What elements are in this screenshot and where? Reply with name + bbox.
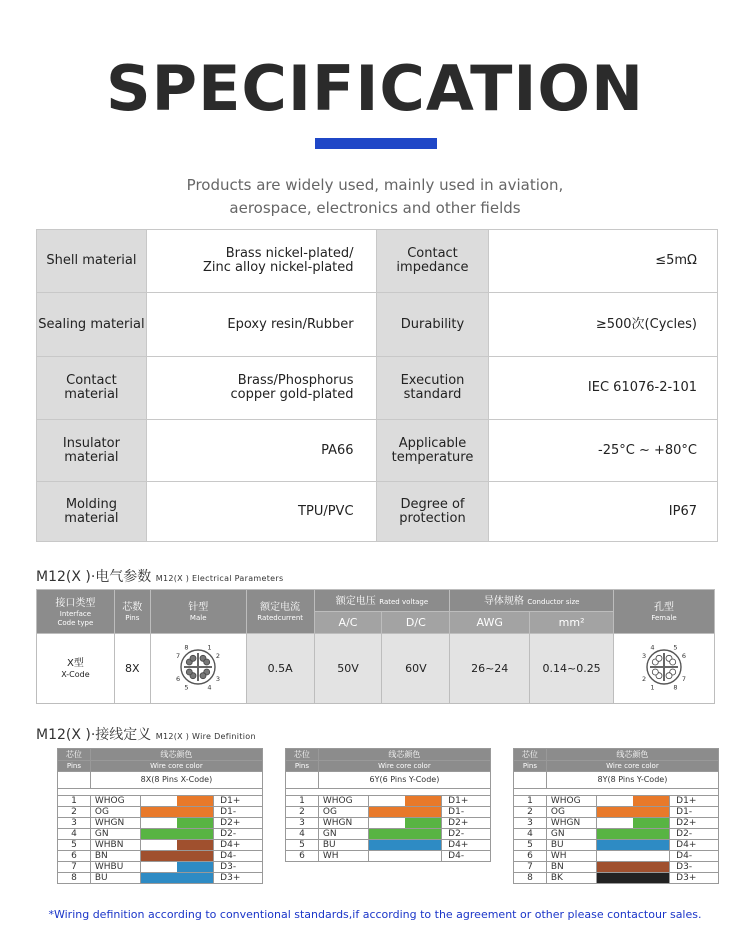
cell-current: 0.5A: [246, 634, 314, 704]
wire-color-swatch: [140, 818, 213, 829]
wire-color-segment: [597, 862, 669, 872]
spec-label: Insulator material: [37, 420, 147, 482]
cell-ac: 50V: [314, 634, 382, 704]
header-interface: 接口类型 Interface Code type: [37, 590, 115, 634]
cell-pins: 8X: [114, 634, 150, 704]
wiring-table: [513, 748, 719, 884]
wire-caption: 8Y(8 Pins Y-Code): [546, 772, 718, 789]
wire-name: WHBU: [90, 862, 140, 873]
wire-signal: D3+: [670, 873, 719, 884]
header-awg: AWG: [450, 612, 530, 634]
spec-label: Sealing material: [37, 293, 147, 357]
spec-value: PA66: [146, 420, 376, 482]
spec-value-2: ≥500次(Cycles): [489, 293, 718, 357]
spec-table: [36, 229, 718, 542]
wire-row: [286, 840, 491, 851]
wire-pin: 5: [514, 840, 547, 851]
wire-pin: 8: [514, 873, 547, 884]
wire-row: [514, 796, 719, 807]
cell-female-diagram: [614, 634, 715, 704]
cell-dc: 60V: [382, 634, 450, 704]
wire-head-color: 线芯颜色: [546, 749, 718, 761]
pin-contact: [204, 659, 210, 665]
wire-color-segment: [177, 840, 213, 850]
cell-male-diagram: [150, 634, 246, 704]
spec-value: Epoxy resin/Rubber: [146, 293, 376, 357]
wire-name: GN: [318, 829, 368, 840]
wire-row: [58, 818, 263, 829]
wire-color-swatch: [140, 862, 213, 873]
wire-signal: D2+: [670, 818, 719, 829]
wire-color-segment: [141, 829, 213, 839]
wire-signal: D2+: [214, 818, 263, 829]
wire-pin: 2: [286, 807, 319, 818]
wire-head-pins: 芯位: [58, 749, 91, 761]
spec-label-2: Durability: [376, 293, 489, 357]
wiring-section-title: [36, 724, 256, 744]
pin-number: 6: [176, 675, 181, 683]
wire-name: BU: [90, 873, 140, 884]
header-male: 针型 Male: [150, 590, 246, 634]
wire-pin: 3: [286, 818, 319, 829]
header-dc: D/C: [382, 612, 450, 634]
wire-color-segment: [597, 818, 633, 828]
wire-row: [58, 829, 263, 840]
pin-number: 7: [176, 652, 181, 660]
pin-contact: [190, 655, 196, 661]
wire-name: GN: [546, 829, 596, 840]
female-pin-diagram: [629, 636, 699, 698]
wire-name: BK: [546, 873, 596, 884]
wire-head-color-en: Wire core color: [546, 761, 718, 772]
pin-number: 7: [681, 675, 686, 683]
wire-color-segment: [141, 862, 177, 872]
footer-note: *Wiring definition according to conventional standards,if according to the agreement or other please contactour sales.: [48, 908, 702, 921]
wire-row: [286, 829, 491, 840]
wire-color-swatch: [140, 840, 213, 851]
wire-name: BN: [90, 851, 140, 862]
wire-name: BU: [318, 840, 368, 851]
wire-pin: 7: [58, 862, 91, 873]
electrical-title-cn: M12(X )·电气参数: [36, 569, 152, 585]
wire-signal: D2-: [442, 829, 491, 840]
wire-signal: D2-: [214, 829, 263, 840]
wire-signal: D2+: [442, 818, 491, 829]
wire-color-swatch: [596, 796, 669, 807]
wire-name: WHOG: [318, 796, 368, 807]
pin-number: 8: [184, 643, 189, 652]
pin-contact: [670, 659, 676, 665]
wire-color-swatch: [140, 873, 213, 884]
wire-row: [58, 796, 263, 807]
wire-name: WHBN: [90, 840, 140, 851]
wire-color-segment: [405, 796, 441, 806]
wiring-table: [285, 748, 491, 862]
wire-color-swatch: [596, 807, 669, 818]
wire-color-segment: [369, 840, 441, 850]
wire-pin: 1: [514, 796, 547, 807]
wire-signal: D1-: [442, 807, 491, 818]
wire-pin: 2: [514, 807, 547, 818]
pin-number: 1: [650, 683, 655, 692]
wire-color-segment: [597, 829, 669, 839]
wire-name: OG: [546, 807, 596, 818]
wire-pin: 5: [58, 840, 91, 851]
cell-type: X型 X-Code: [37, 634, 115, 704]
wire-signal: D4+: [442, 840, 491, 851]
wire-row: [514, 862, 719, 873]
electrical-section-title: [36, 566, 283, 586]
wire-pin: 1: [286, 796, 319, 807]
wire-pin: 4: [286, 829, 319, 840]
wire-signal: D4+: [214, 840, 263, 851]
spec-value-2: IP67: [489, 482, 718, 542]
pin-number: 4: [650, 643, 655, 652]
pin-number: 8: [673, 683, 678, 692]
wire-signal: D4-: [442, 851, 491, 862]
spec-value-2: -25°C ~ +80°C: [489, 420, 718, 482]
wire-color-segment: [369, 818, 405, 828]
spec-row: [37, 357, 718, 420]
wire-color-segment: [141, 873, 213, 883]
wire-color-segment: [369, 796, 405, 806]
wire-row: [58, 862, 263, 873]
wire-color-segment: [369, 829, 441, 839]
pin-contact: [200, 673, 206, 679]
wire-signal: D1+: [214, 796, 263, 807]
wire-color-segment: [369, 851, 441, 861]
wire-name: WHGN: [318, 818, 368, 829]
wire-name: BN: [546, 862, 596, 873]
electrical-table: [36, 589, 715, 704]
wire-pin: 6: [286, 851, 319, 862]
wire-color-segment: [141, 818, 177, 828]
wire-signal: D3-: [670, 862, 719, 873]
page-subtitle: [60, 174, 690, 220]
wire-pin: 8: [58, 873, 91, 884]
spec-value: TPU/PVC: [146, 482, 376, 542]
wire-row: [514, 829, 719, 840]
wire-color-segment: [177, 796, 213, 806]
wire-name: WHGN: [546, 818, 596, 829]
page-title: SPECIFICATION: [105, 52, 645, 125]
wire-signal: D1+: [670, 796, 719, 807]
spec-label-2: Applicable temperature: [376, 420, 489, 482]
spec-label: Contact material: [37, 357, 147, 420]
wiring-title-en: M12(X ) Wire Definition: [155, 732, 256, 741]
wire-head-color-en: Wire core color: [90, 761, 262, 772]
wire-color-swatch: [368, 818, 441, 829]
pin-contact: [666, 673, 672, 679]
wire-color-swatch: [140, 851, 213, 862]
wire-color-swatch: [596, 818, 669, 829]
spec-value: Brass nickel-plated/ Zinc alloy nickel-plated: [146, 230, 376, 293]
wire-color-swatch: [596, 873, 669, 884]
wire-color-segment: [597, 873, 669, 883]
wire-signal: D1-: [670, 807, 719, 818]
pin-contact: [656, 655, 662, 661]
wire-head-pins-en: Pins: [58, 761, 91, 772]
wire-color-segment: [405, 818, 441, 828]
wire-head-pins: 芯位: [286, 749, 319, 761]
wire-head-color-en: Wire core color: [318, 761, 490, 772]
spec-label: Shell material: [37, 230, 147, 293]
pin-number: 3: [216, 675, 221, 683]
pin-contact: [187, 669, 193, 675]
wire-pin: 2: [58, 807, 91, 818]
wire-pin: 6: [58, 851, 91, 862]
pin-number: 4: [207, 683, 212, 692]
wire-row: [58, 840, 263, 851]
pin-number: 5: [184, 683, 189, 692]
wire-name: BU: [546, 840, 596, 851]
wiring-title-cn: M12(X )·接线定义: [36, 727, 152, 743]
wire-color-swatch: [140, 807, 213, 818]
wire-head-pins: 芯位: [514, 749, 547, 761]
pin-number: 6: [681, 652, 686, 660]
header-ac: A/C: [314, 612, 382, 634]
wire-color-segment: [597, 851, 669, 861]
wire-pin: 7: [514, 862, 547, 873]
wire-row: [514, 818, 719, 829]
header-pins: 芯数 Pins: [114, 590, 150, 634]
spec-row: [37, 482, 718, 542]
wire-row: [286, 851, 491, 862]
spec-label: Molding material: [37, 482, 147, 542]
header-mm2: mm²: [530, 612, 614, 634]
pin-contact: [652, 669, 658, 675]
wire-row: [514, 873, 719, 884]
wire-color-swatch: [368, 851, 441, 862]
wire-pin: 4: [58, 829, 91, 840]
wiring-table: [57, 748, 263, 884]
wire-signal: D1+: [442, 796, 491, 807]
wire-color-segment: [141, 851, 213, 861]
wire-color-segment: [597, 807, 669, 817]
wire-caption: 6Y(6 Pins Y-Code): [318, 772, 490, 789]
spec-label-2: Execution standard: [376, 357, 489, 420]
wire-head-pins-en: Pins: [514, 761, 547, 772]
wire-head-color: 线芯颜色: [318, 749, 490, 761]
wire-color-swatch: [596, 829, 669, 840]
wire-signal: D4+: [670, 840, 719, 851]
spec-row: [37, 293, 718, 357]
wire-color-swatch: [596, 840, 669, 851]
wire-color-swatch: [368, 840, 441, 851]
wire-color-segment: [633, 796, 669, 806]
wire-pin: 3: [514, 818, 547, 829]
cell-awg: 26~24: [450, 634, 530, 704]
wire-head-color: 线芯颜色: [90, 749, 262, 761]
wire-name: WH: [546, 851, 596, 862]
spec-row: [37, 420, 718, 482]
spec-value: Brass/Phosphorus copper gold-plated: [146, 357, 376, 420]
wire-signal: D2-: [670, 829, 719, 840]
wire-caption: 8X(8 Pins X-Code): [90, 772, 262, 789]
wire-row: [286, 818, 491, 829]
wire-color-swatch: [368, 829, 441, 840]
pin-number: 2: [642, 675, 647, 683]
wire-pin: 6: [514, 851, 547, 862]
wire-pin: 1: [58, 796, 91, 807]
wire-pin: 3: [58, 818, 91, 829]
wire-color-swatch: [140, 796, 213, 807]
wire-name: OG: [90, 807, 140, 818]
electrical-title-en: M12(X ) Electrical Parameters: [155, 574, 284, 583]
header-conductor: 导体规格 Conductor size: [450, 590, 614, 612]
wire-color-segment: [177, 818, 213, 828]
spec-label-2: Degree of protection: [376, 482, 489, 542]
wire-name: WH: [318, 851, 368, 862]
header-voltage: 额定电压 Rated voltage: [314, 590, 450, 612]
wire-row: [514, 807, 719, 818]
pin-number: 2: [216, 652, 221, 660]
wire-head-pins-en: Pins: [286, 761, 319, 772]
wire-color-segment: [141, 807, 213, 817]
wire-row: [286, 796, 491, 807]
pin-number: 5: [673, 643, 678, 652]
spec-value-2: IEC 61076-2-101: [489, 357, 718, 420]
male-pin-diagram: [163, 636, 233, 698]
pin-number: 3: [642, 652, 647, 660]
wire-name: OG: [318, 807, 368, 818]
wire-signal: D4-: [214, 851, 263, 862]
wire-name: WHOG: [90, 796, 140, 807]
wire-row: [514, 840, 719, 851]
wire-signal: D1-: [214, 807, 263, 818]
header-female: 孔型 Female: [614, 590, 715, 634]
wire-color-swatch: [596, 862, 669, 873]
title-accent-bar: [315, 138, 437, 149]
wire-name: WHGN: [90, 818, 140, 829]
header-current: 额定电流 Ratedcurrent: [246, 590, 314, 634]
wire-color-segment: [633, 818, 669, 828]
wire-color-swatch: [368, 807, 441, 818]
wire-color-segment: [369, 807, 441, 817]
pin-number: 1: [207, 643, 212, 652]
subtitle-line-1: Products are widely used, mainly used in aviation,: [186, 176, 564, 194]
wire-color-segment: [177, 862, 213, 872]
wire-color-swatch: [368, 796, 441, 807]
spec-row: [37, 230, 718, 293]
wire-color-swatch: [596, 851, 669, 862]
wire-color-segment: [141, 796, 177, 806]
wire-row: [58, 807, 263, 818]
wire-signal: D3-: [214, 862, 263, 873]
spec-label-2: Contact impedance: [376, 230, 489, 293]
wire-pin: 5: [286, 840, 319, 851]
spec-value-2: ≤5mΩ: [489, 230, 718, 293]
wire-color-segment: [597, 796, 633, 806]
subtitle-line-2: aerospace, electronics and other fields: [229, 199, 521, 217]
wire-row: [58, 851, 263, 862]
wire-color-segment: [597, 840, 669, 850]
wire-pin: 4: [514, 829, 547, 840]
wire-row: [514, 851, 719, 862]
wire-row: [286, 807, 491, 818]
wire-signal: D4-: [670, 851, 719, 862]
wire-name: WHOG: [546, 796, 596, 807]
wire-color-segment: [141, 840, 177, 850]
wire-color-swatch: [140, 829, 213, 840]
wire-signal: D3+: [214, 873, 263, 884]
wire-row: [58, 873, 263, 884]
cell-mm2: 0.14~0.25: [530, 634, 614, 704]
wire-name: GN: [90, 829, 140, 840]
